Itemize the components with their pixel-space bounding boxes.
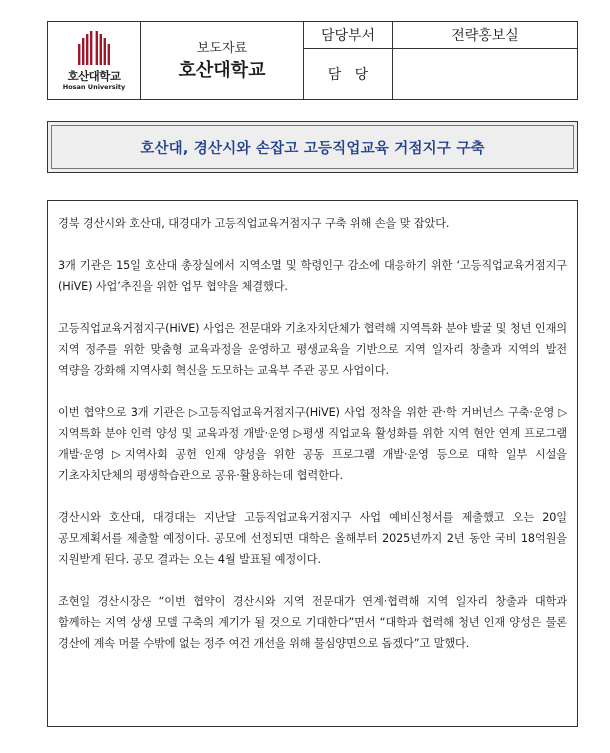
press-release-header	[47, 21, 578, 100]
paragraph: 경산시와 호산대, 대경대는 지난달 고등직업교육거점지구 사업 예비신청서를 제출했고 오는 20일 공모계획서를 제출할 예정이다. 공모에 선정되면 대학은 올해부터 2025년까지 2년 동안 국비 18억원을 지원받게 된다. 공모 결과는 오는 4월 발표될 예정이다.	[58, 511, 567, 566]
contact-label	[304, 49, 393, 100]
department-label: 담당부서	[304, 22, 393, 49]
paragraph: 3개 기관은 15일 호산대 총장실에서 지역소멸 및 학령인구 감소에 대응하기 위한 ‘고등직업교육거점지구(HiVE) 사업’추진을 위한 업무 협약을 체결했다.	[58, 259, 567, 293]
logo-cell	[48, 22, 141, 100]
department-value: 전략홍보실	[393, 22, 578, 49]
logo-korean-name: 호산대학교	[67, 68, 121, 83]
paragraph: 경북 경산시와 호산대, 대경대가 고등직업교육거점지구 구축 위해 손을 맞 잡았다.	[58, 217, 450, 230]
logo-english-name: Hosan University	[62, 82, 126, 91]
organization-name: 호산대학교	[178, 59, 266, 81]
paragraph: 조현일 경산시장은 “이번 협약이 경산시와 지역 전문대가 연계·협력해 지역 일자리 창출과 대학과 함께하는 지역 상생 모델 구축의 계기가 될 것으로 기대한다”면서 “대학과 협력해 청년 인재 양성은 물론 경산에 계속 머물 수밖에 없는 정주 여건 개선을 위해 물심양면으로 돕겠다”고 말했다.	[58, 595, 567, 650]
paragraph: 이번 협약으로 3개 기관은 ▷고등직업교육거점지구(HiVE) 사업 정착을 위한 관·학 거버넌스 구축·운영 ▷지역특화 분야 인력 양성 및 교육과정 개발·운영 ▷평생 직업교육 활성화를 위한 지역 현안 연계 프로그램 개발·운영 ▷지역사회 공헌 인재 양성을 위한 공동 프로그램 개발·운영 등으로 대학 일부 시설을 기초자치단체의 평생학습관으로 공유·활용하는데 협력한다.	[58, 406, 567, 482]
press-release-label: 보도자료	[196, 40, 248, 56]
organization-cell	[141, 22, 304, 100]
university-emblem-icon	[77, 31, 111, 67]
contact-label-text: 담 당	[327, 67, 369, 83]
headline-box	[47, 121, 578, 173]
paragraph: 고등직업교육거점지구(HiVE) 사업은 전문대와 기초자치단체가 협력해 지역특화 분야 발굴 및 청년 인재의 지역 정주를 위한 맞춤형 교육과정을 운영하고 평생교육을 기반으로 지역 일자리 창출과 지역의 발전 역량을 강화해 지역사회 혁신을 도모하는 교육부 주관 공모 사업이다.	[58, 322, 567, 377]
university-logo	[48, 31, 140, 91]
article-body	[47, 200, 578, 727]
headline: 호산대, 경산시와 손잡고 고등직업교육 거점지구 구축	[140, 140, 485, 157]
contact-value	[393, 49, 578, 100]
